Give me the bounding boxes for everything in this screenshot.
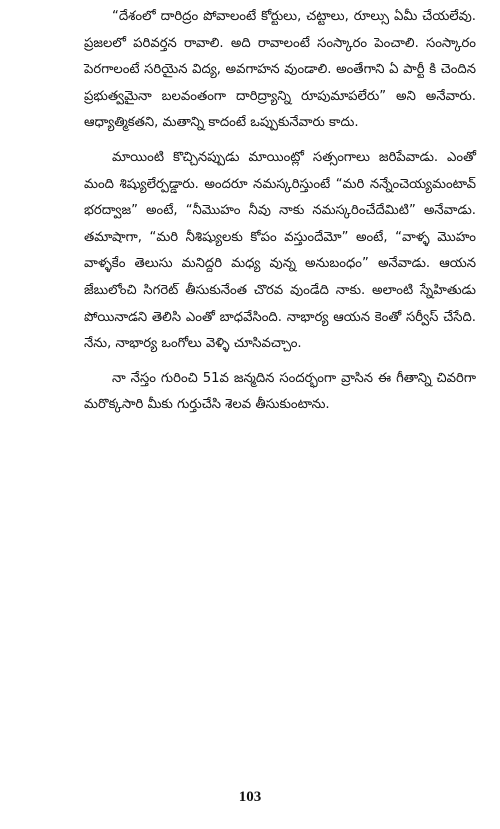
paragraph-closing-note: నా నేస్తం గురించి 51వ జన్మదిన సందర్భంగా వ్రాసిన ఈ గీతాన్ని చివరిగా మరొక్కసారి మీకు గుర్తుచేసి శెలవ తీసుకుంటాను.	[84, 370, 476, 413]
paragraph-quote-on-poverty: “దేశంలో దారిద్రం పోవాలంటే కోర్టులు, చట్టాలు, రూల్సు ఏమీ చేయలేవు. ప్రజలలో పరివర్తన రావాలి. అది రావాలంటే సంస్కారం పెంచాలి. సంస్కారం పెరగాలంటే సరియైన విద్య, అవగాహన వుండాలి. అంతేగాని ఏ పార్టీ కి చెందిన ప్రభుత్వమైనా బలవంతంగా దారిద్ర్యాన్ని రూపుమాపలేరు” అని అనేవారు. ఆధ్యాత్మికతని, మతాన్ని కాదంటే ఒప్పుకునేవారు కాదు.	[84, 9, 476, 131]
body-text	[84, 4, 476, 419]
paragraph-satsang-memories: మాయింటి కొచ్చినప్పుడు మాయింట్లో సత్సంగాలు జరిపేవాడు. ఎంతో మంది శిష్యులేర్పడ్డారు. అందరూ నమస్కరిస్తుంటే “మరి నన్నేంచెయ్యమంటావ్ భరద్వాజ” అంటే, “నీమొహం నీవు నాకు నమస్కరించేదేమిటి” అనేవాడు. తమాషాగా, “మరి నీశిష్యులకు కోపం వస్తుందేమో” అంటే, “వాళ్ళ మొహం వాళ్ళకేం తెలుసు మనిద్దరి మధ్య వున్న అనుబంధం” అనేవాడు. ఆయన జేబులోంచి సిగరెట్ తీసుకునేంత చొరవ వుండేది నాకు. అలాంటి స్నేహితుడు పోయినాడని తెలిసి ఎంతో బాధవేసింది. నాభార్య ఆయన కెంతో సర్వీస్ చేసేది. నేను, నాభార్య ఒంగోలు వెళ్ళి చూసివచ్చాం.	[84, 149, 476, 352]
page-number: 103	[238, 789, 262, 805]
